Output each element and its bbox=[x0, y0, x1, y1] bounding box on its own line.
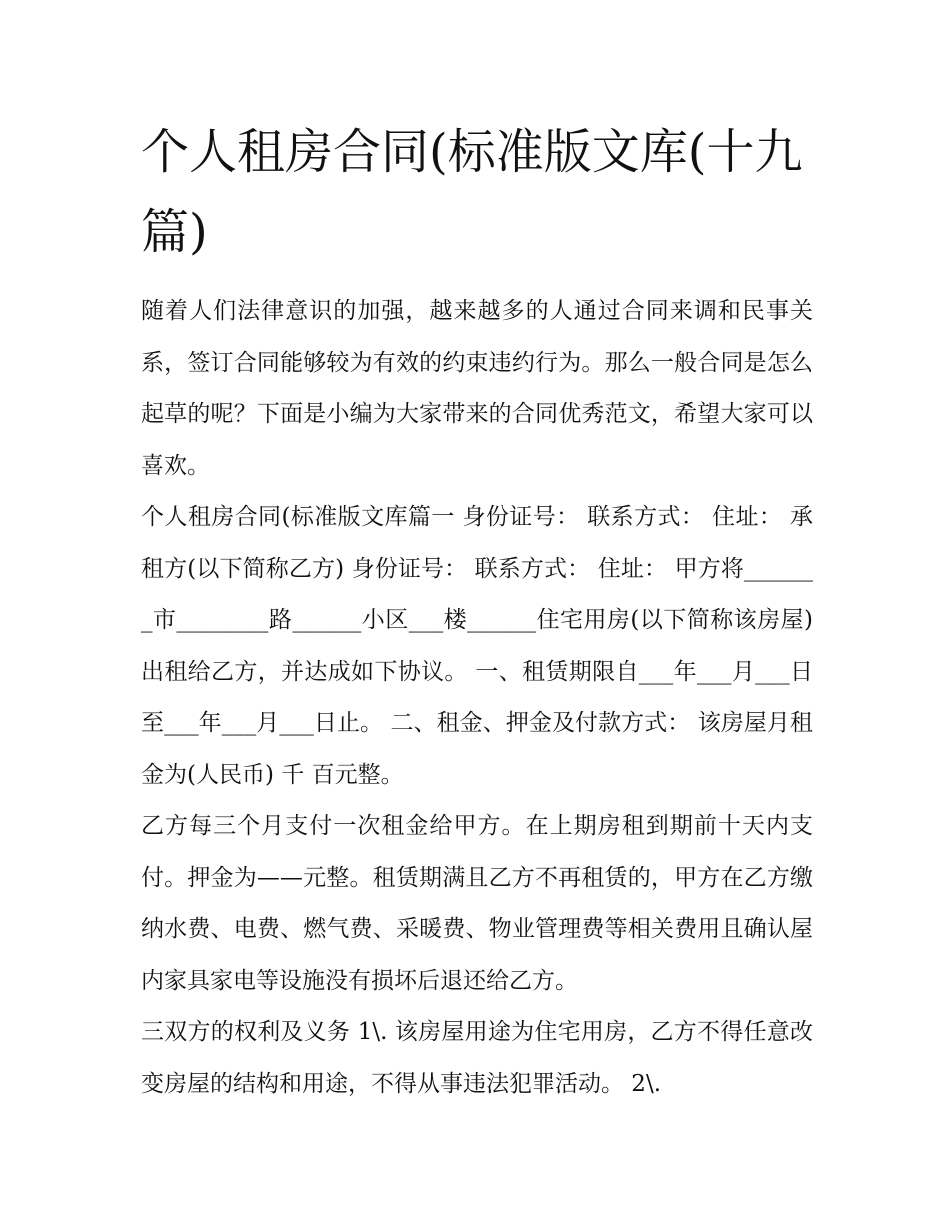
paragraph-rights-obligations: 三双方的权利及义务 1\. 该房屋用途为住宅用房，乙方不得任意改变房屋的结构和用途，不得从事违法犯罪活动。 2\. bbox=[141, 1019, 813, 1097]
document-page bbox=[141, 112, 813, 1110]
document-title: 个人租房合同(标准版文库(十九篇) bbox=[141, 124, 803, 260]
paragraph-payment: 乙方每三个月支付一次租金给甲方。在上期房租到期前十天内支付。押金为——元整。租赁期满且乙方不再租赁的，甲方在乙方缴纳水费、电费、燃气费、采暖费、物业管理费等相关费用且确认屋内家具家电等设施没有损坏后退还给乙方。 bbox=[141, 813, 813, 994]
paragraph-contract-parties: 个人租房合同(标准版文库篇一 身份证号： 联系方式： 住址： 承租方(以下简称乙方) 身份证号： 联系方式： 住址： 甲方将_______市________路______小区___楼______住宅用房(以下简称该房屋)出租给乙方，并达成如下协议。 一、租赁期限自___年___月___日至___年___月___日止。 二、租金、押金及付款方式： 该房屋月租金为(人民币) 千 百元整。 bbox=[141, 504, 813, 788]
paragraph-intro: 随着人们法律意识的加强，越来越多的人通过合同来调和民事关系，签订合同能够较为有效的约束违约行为。那么一般合同是怎么起草的呢？下面是小编为大家带来的合同优秀范文，希望大家可以喜欢。 bbox=[141, 298, 813, 479]
